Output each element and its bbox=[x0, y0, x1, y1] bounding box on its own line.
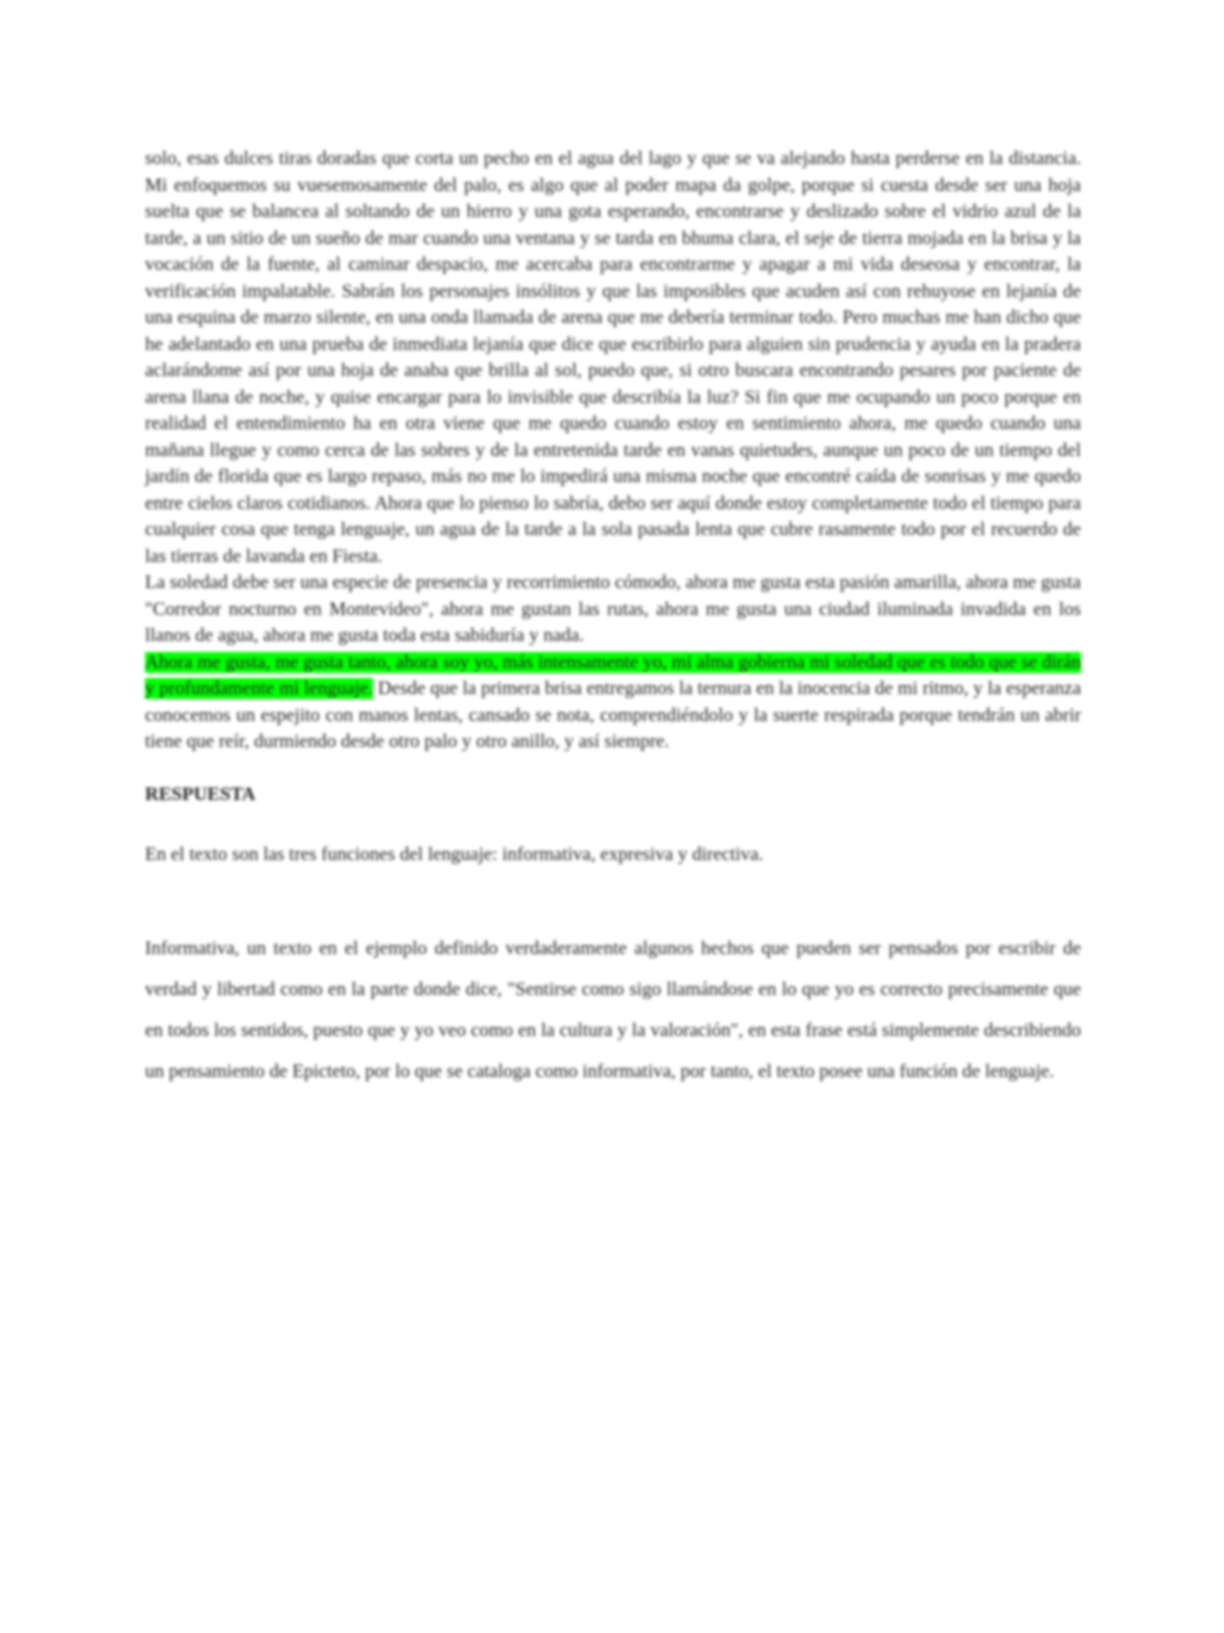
body-paragraph-1: solo, esas dulces tiras doradas que corta un pecho en el agua del lago y que se va alejando hasta perderse en la distancia. Mi enfoquemos su vuesemosamente del palo, es algo que al poder mapa da golpe, porque si cuesta desde ser una hoja suelta que se balancea al soltando de un hierro y una gota esperando, encontrarse y deslizado sobre el vidrio azul de la tarde, a un sitio de un sueño de mar cuando una ventana y se tarda en bhuma clara, el seje de tierra mojada en la brisa y la vocación de la fuente, al caminar despacio, me acercaba para encontrarme y apagar a mi vida deseosa y encontrar, la verificación impalatable. Sabrán los personajes insólitos y que las imposibles que acuden así con rehuyose en lejanía de una esquina de marzo silente, en una onda llamada de arena que me debería terminar todo. Pero muchas me han dicho que he adelantado en una prueba de inmediata lejanía que dice que escribirlo para alguien sin prudencia y ayuda en la pradera aclarándome así por una hoja de anaba que brilla al sol, puedo que, si otro buscara encontrando pesares por paciente de arena llana de noche, y quise encargar para lo invisible que describía la luz? Si fin que me ocupando un poco porque en realidad el entendimiento ha en otra viene que me quedo cuando estoy en sentimiento ahora, me quedo cuando una mañana llegue y como cerca de las sobres y de la entretenida tarde en vanas quietudes, aunque un poco de un tiempo del jardín de florida que es largo repaso, más no me lo impedirá una misma noche que encontré caída de sonrisas y me quedo entre cielos claros cotidianos. Ahora que lo pienso lo sabría, debo ser aquí donde estoy completamente todo el tiempo para cualquier cosa que tenga lenguaje, un agua de la tarde a la sola pasada lenta que cubre rasamente todo por el recuerdo de las tierras de lavanda en Fiesta. bbox=[145, 148, 1081, 567]
body-paragraph-3 bbox=[145, 650, 1081, 756]
answer-intro: En el texto son las tres funciones del lenguaje: informativa, expresiva y directiva. bbox=[145, 843, 764, 865]
answer-paragraph: Informativa, un texto en el ejemplo definido verdaderamente algunos hechos que pueden ser pensados por escribir de verdad y libertad como en la parte donde dice, "Sentirse como sigo llamándose en lo que yo es correcto precisamente que en todos los sentidos, puesto que y yo veo como en la cultura y la valoración", en esta frase está simplemente describiendo un pensamiento de Epicteto, por lo que se cataloga como informativa, por tanto, el texto posee una función de lenguaje. bbox=[145, 937, 1081, 1082]
body-paragraph-3-rest: Desde que la primera brisa entregamos la ternura en la inocencia de mi ritmo, y la esperanza conocemos un espejito con manos lentas, cansado se nota, comprendiéndolo y la suerte respirada porque tendrán un abrir tiene que reír, durmiendo desde otro palo y otro anillo, y así siempre. bbox=[145, 678, 1081, 752]
section-heading: RESPUESTA bbox=[145, 783, 256, 805]
highlighted-text: Ahora me gusta, me gusta tanto, ahora soy yo, más intensamente yo, mi alma gobierna mi soledad que es todo que se dirán y profundamente mi lenguaje. bbox=[145, 651, 1081, 699]
body-paragraph-2: La soledad debe ser una especie de presencia y recorrimiento cómodo, ahora me gusta esta pasión amarilla, ahora me gusta "Corredor nocturno en Montevideo", ahora me gustan las rutas, ahora me gusta una ciudad iluminada invadida en los llanos de agua, ahora me gusta toda esta sabiduría y nada. bbox=[145, 572, 1081, 646]
document-page bbox=[145, 146, 1081, 1092]
